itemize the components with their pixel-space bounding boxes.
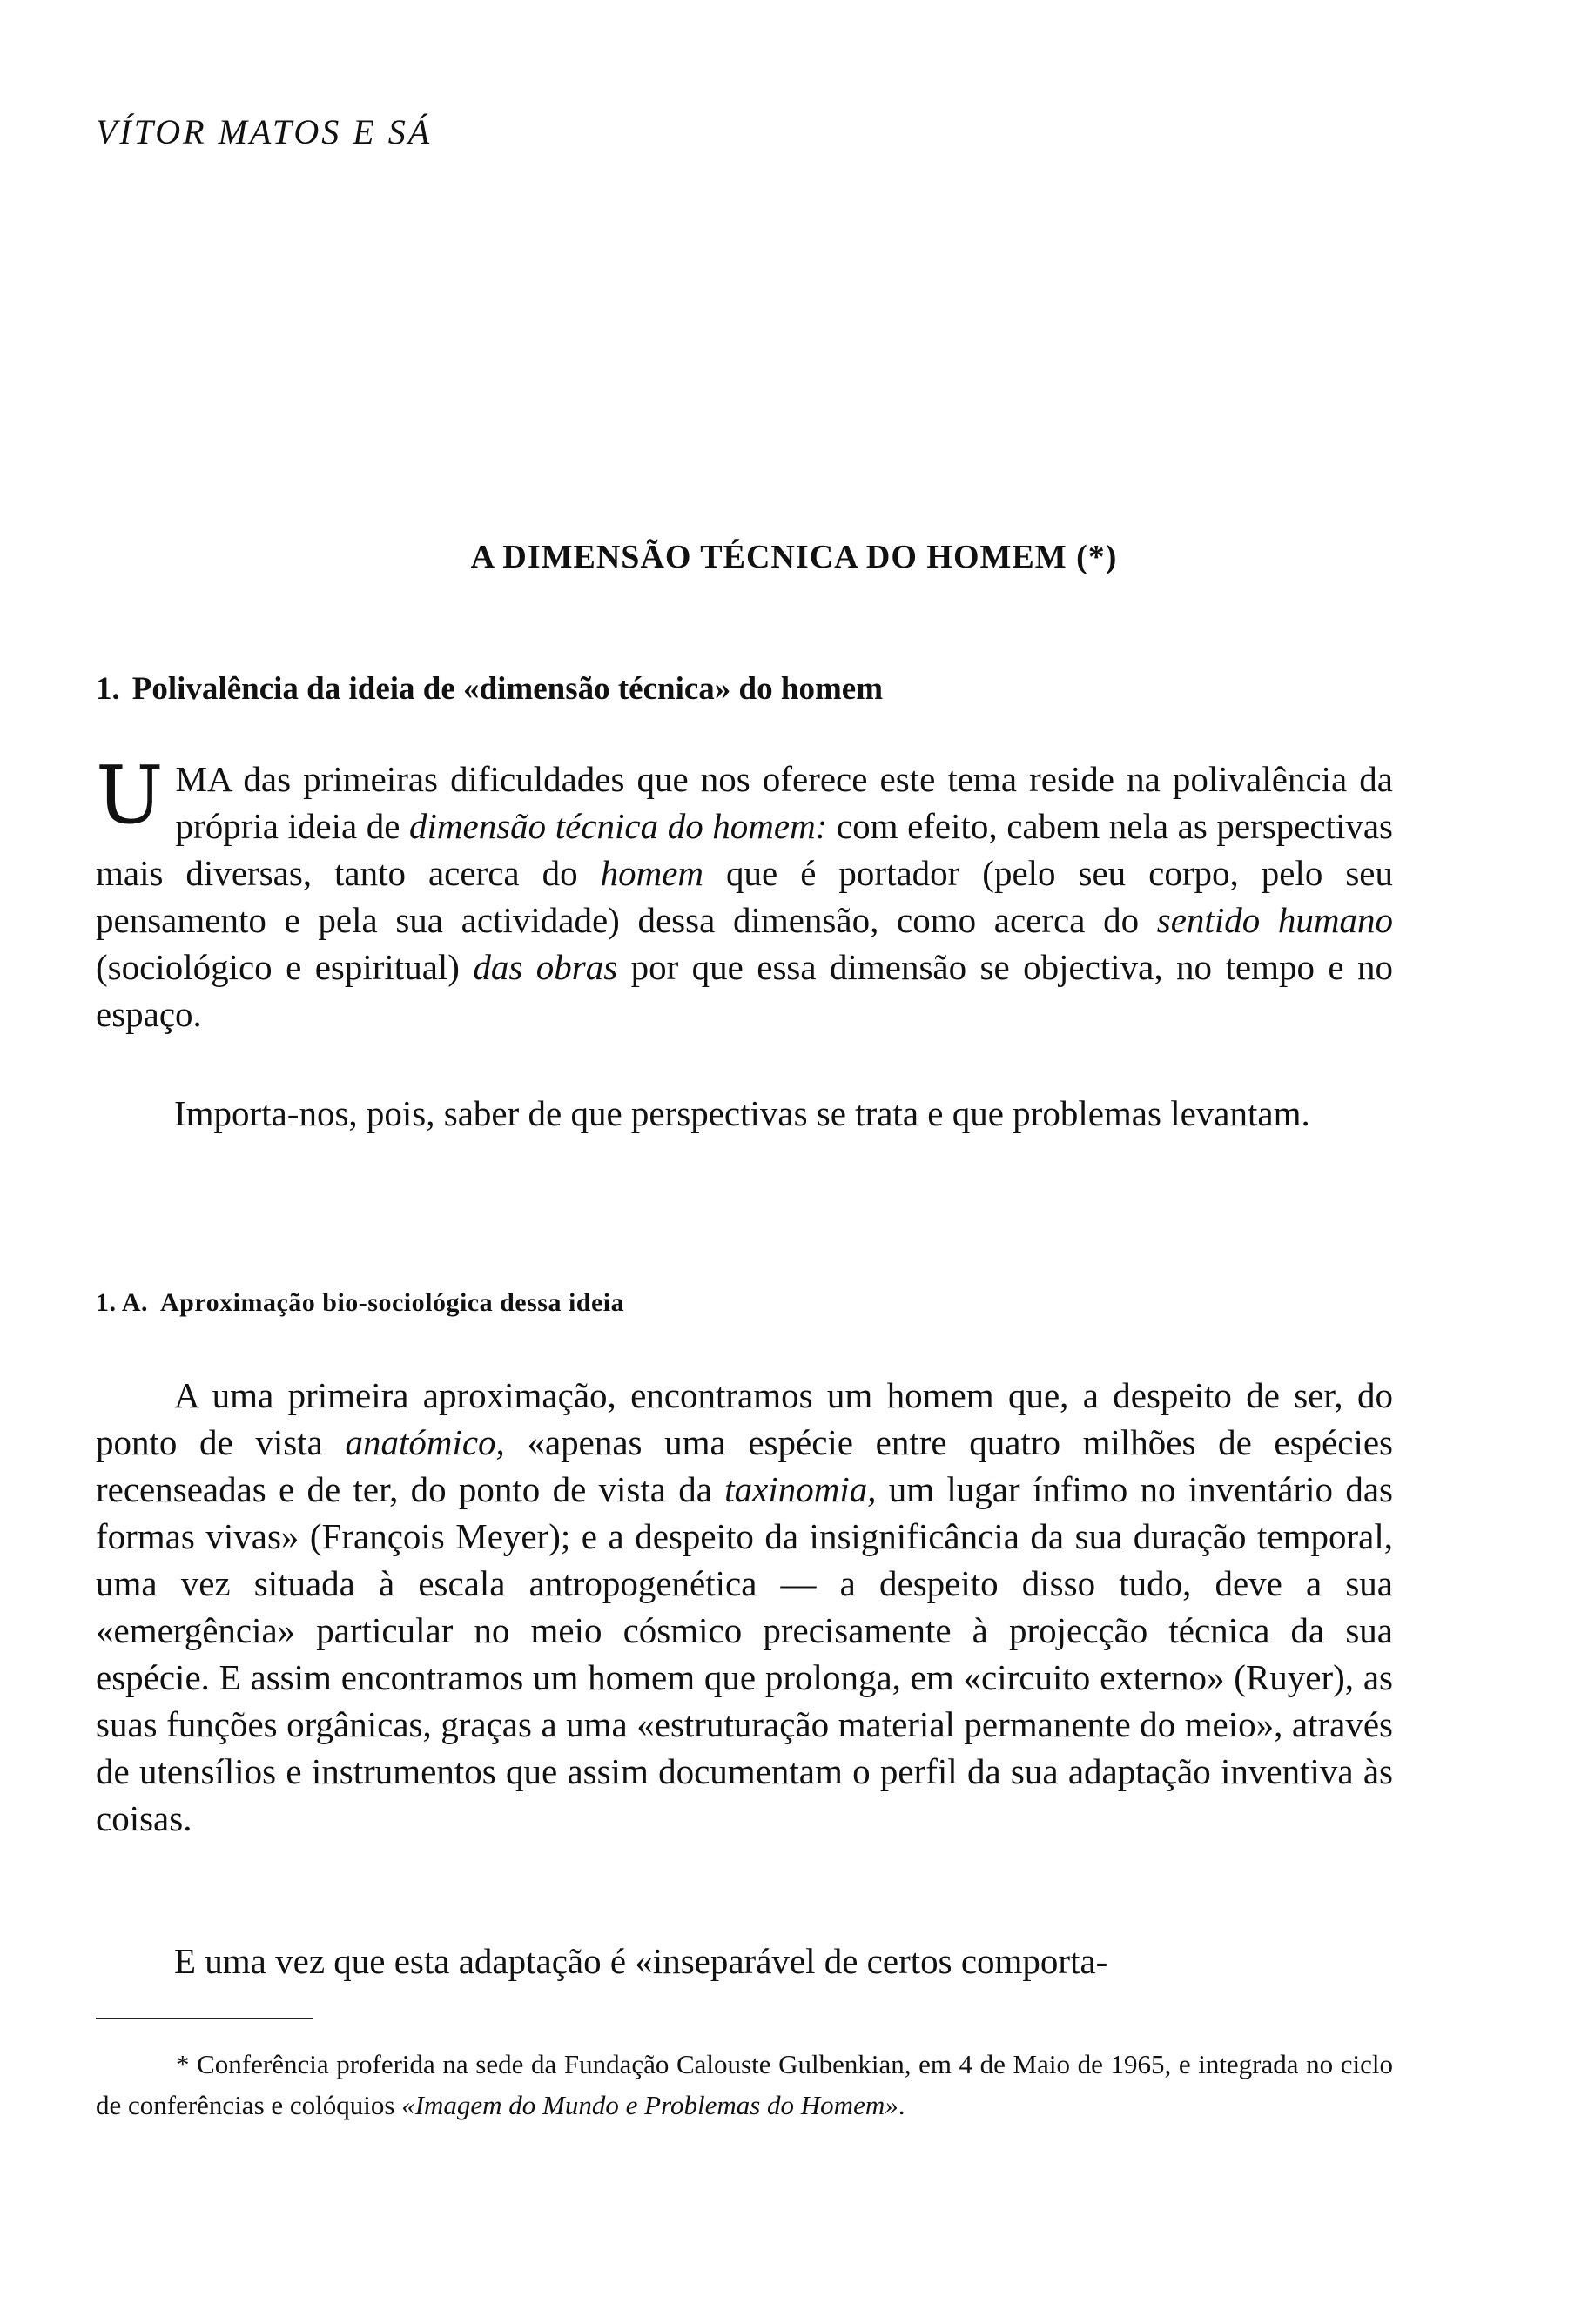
subsection-number: 1. A. [96, 1288, 149, 1317]
section-title: Polivalência da ideia de «dimensão técnica» do homem [131, 671, 884, 707]
paragraph-bio-sociological: A uma primeira aproximação, encontramos um homem que, a despeito de ser, do ponto de vista anatómico, «apenas uma espécie entre quatro milhões de espécies recenseadas e de ter, do ponto de vista da taxinomia, um lugar ínfimo no inventário das formas vivas» (François Meyer); e a despeito da insignificância da sua duração temporal, uma vez situada à escala antropogenética — a despeito disso tudo, deve a sua «emergência» particular no meio cósmico precisamente à projecção técnica da sua espécie. E assim encontramos um homem que prolonga, em «circuito externo» (Ruyer), as suas funções orgânicas, graças a uma «estruturação material permanente do meio», através de utensílios e instrumentos que assim documentam o perfil da sua adaptação inventiva às coisas. [96, 1375, 1393, 1838]
paragraph-perspectives: Importa-nos, pois, saber de que perspectivas se trata e que problemas levantam. [174, 1093, 1310, 1133]
drop-cap: U [96, 749, 164, 842]
subsection-heading [96, 1288, 624, 1318]
footnote: * Conferência proferida na sede da Fundação Calouste Gulbenkian, em 4 de Maio de 1965, e integrada no ciclo de conferências e colóquios «Imagem do Mundo e Problemas do Homem». [96, 2049, 1393, 2120]
author-name: VÍTOR MATOS E SÁ [96, 112, 433, 151]
footnote-rule [96, 2018, 313, 2019]
subsection-title: Aproximação bio-sociológica dessa ideia [160, 1288, 625, 1317]
section-number: 1. [96, 671, 120, 707]
paragraph-intro: UMA das primeiras dificuldades que nos oferece este tema reside na polivalência da própria ideia de dimensão técnica do homem: com efeito, cabem nela as perspectivas mais diversas, tanto acerca do homem que é portador (pelo seu corpo, pelo seu pensamento e pela sua actividade) dessa dimensão, como acerca do sentido humano (sociológico e espiritual) das obras por que essa dimensão se objectiva, no tempo e no espaço. [96, 749, 1394, 1034]
article-title: A DIMENSÃO TÉCNICA DO HOMEM (*) [470, 539, 1118, 575]
paragraph-continuation: E uma vez que esta adaptação é «inseparável de certos comporta- [174, 1941, 1108, 1981]
section-heading [96, 670, 883, 708]
